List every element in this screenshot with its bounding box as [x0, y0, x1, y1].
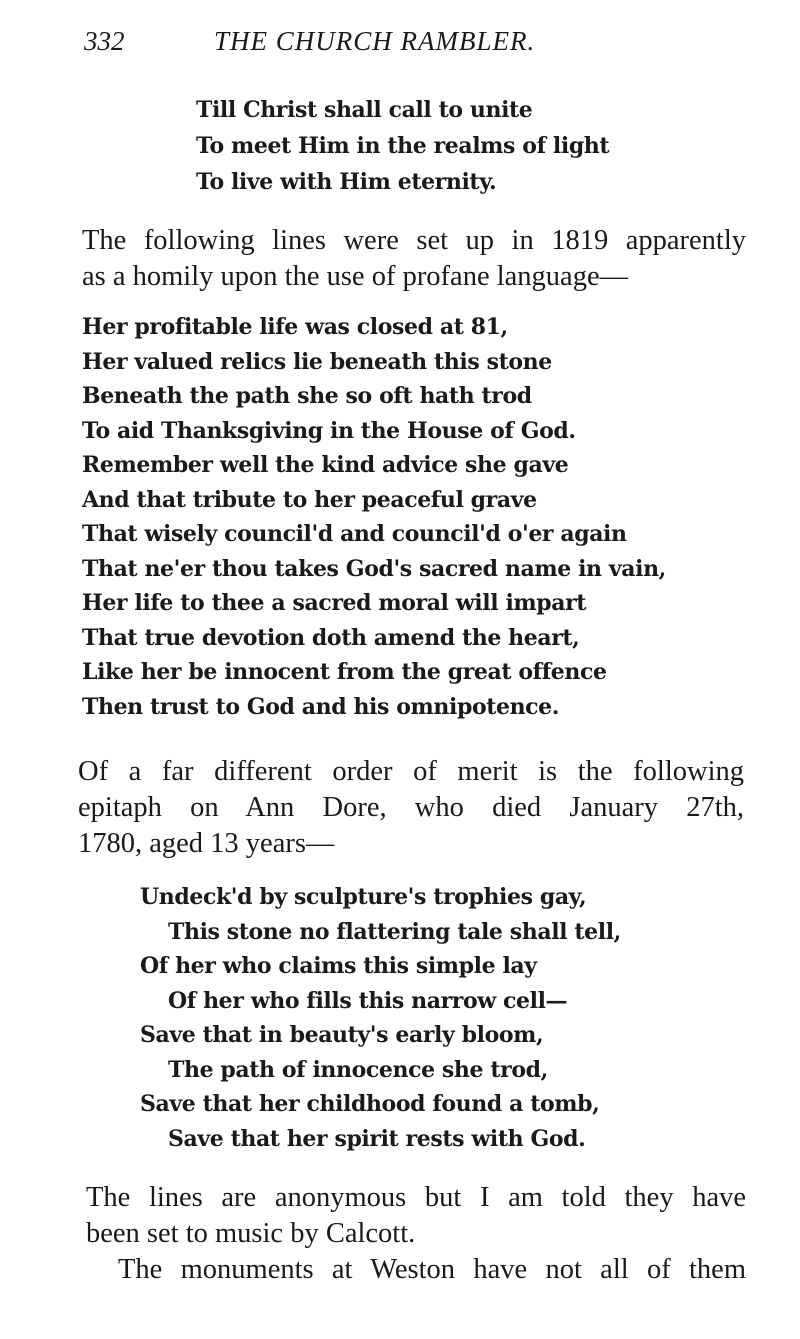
epitaph-line: Save that in beauty's early bloom, — [140, 1022, 544, 1048]
text-line: The monuments at Weston have not all of them — [118, 1254, 746, 1285]
paragraph-2 — [78, 754, 744, 862]
page-number: 332 — [84, 26, 125, 56]
epitaph-line: Then trust to God and his omnipotence. — [82, 693, 560, 720]
epitaph-line: Beneath the path she so oft hath trod — [82, 383, 532, 409]
epitaph-line: This stone no flattering tale shall tell, — [168, 918, 621, 945]
text-line: Of a far different order of merit is the following — [78, 756, 744, 787]
epitaph-line: Remember well the kind advice she gave — [82, 452, 569, 478]
epitaph-line: To aid Thanksgiving in the House of God. — [82, 417, 576, 444]
epitaph-line: The path of innocence she trod, — [168, 1056, 548, 1083]
paragraph-1 — [82, 223, 746, 295]
text-line: epitaph on Ann Dore, who died January 27th, — [78, 792, 744, 823]
epitaph-line: Of her who fills this narrow cell— — [168, 987, 568, 1014]
epitaph-line: Like her be innocent from the great offence — [82, 659, 607, 685]
running-title: THE CHURCH RAMBLER. — [214, 26, 536, 56]
epitaph-2 — [140, 880, 700, 1156]
epitaph-line: And that tribute to her peaceful grave — [82, 486, 537, 513]
epitaph-line: Her life to thee a sacred moral will impart — [82, 590, 587, 616]
epitaph-line: Of her who claims this simple lay — [140, 953, 537, 979]
epitaph-line: Save that her spirit rests with God. — [168, 1125, 586, 1152]
verse-line: To meet Him in the realms of light — [196, 133, 610, 159]
epitaph-line: Her profitable life was closed at 81, — [82, 314, 508, 340]
text-line: been set to music by Calcott. — [86, 1218, 416, 1249]
epitaph-line: Save that her childhood found a tomb, — [140, 1091, 600, 1117]
page-header — [84, 26, 744, 58]
text-line: as a homily upon the use of profane language— — [82, 261, 629, 292]
epitaph-line: That true devotion doth amend the heart, — [82, 624, 580, 651]
epitaph-line: Her valued relics lie beneath this stone — [82, 348, 552, 375]
verse-line: Till Christ shall call to unite — [196, 97, 533, 123]
text-line: 1780, aged 13 years— — [78, 828, 335, 859]
text-line: The following lines were set up in 1819 apparently — [82, 225, 746, 256]
text-line: The lines are anonymous but I am told they have — [86, 1182, 746, 1213]
epitaph-line: Undeck'd by sculpture's trophies gay, — [140, 884, 587, 910]
verse-continuation — [196, 92, 609, 200]
epitaph-line: That ne'er thou takes God's sacred name in vain, — [82, 555, 666, 582]
paragraph-3 — [86, 1180, 746, 1288]
verse-line: To live with Him eternity. — [196, 169, 497, 195]
epitaph-1 — [82, 310, 742, 724]
epitaph-line: That wisely council'd and council'd o'er again — [82, 521, 627, 547]
